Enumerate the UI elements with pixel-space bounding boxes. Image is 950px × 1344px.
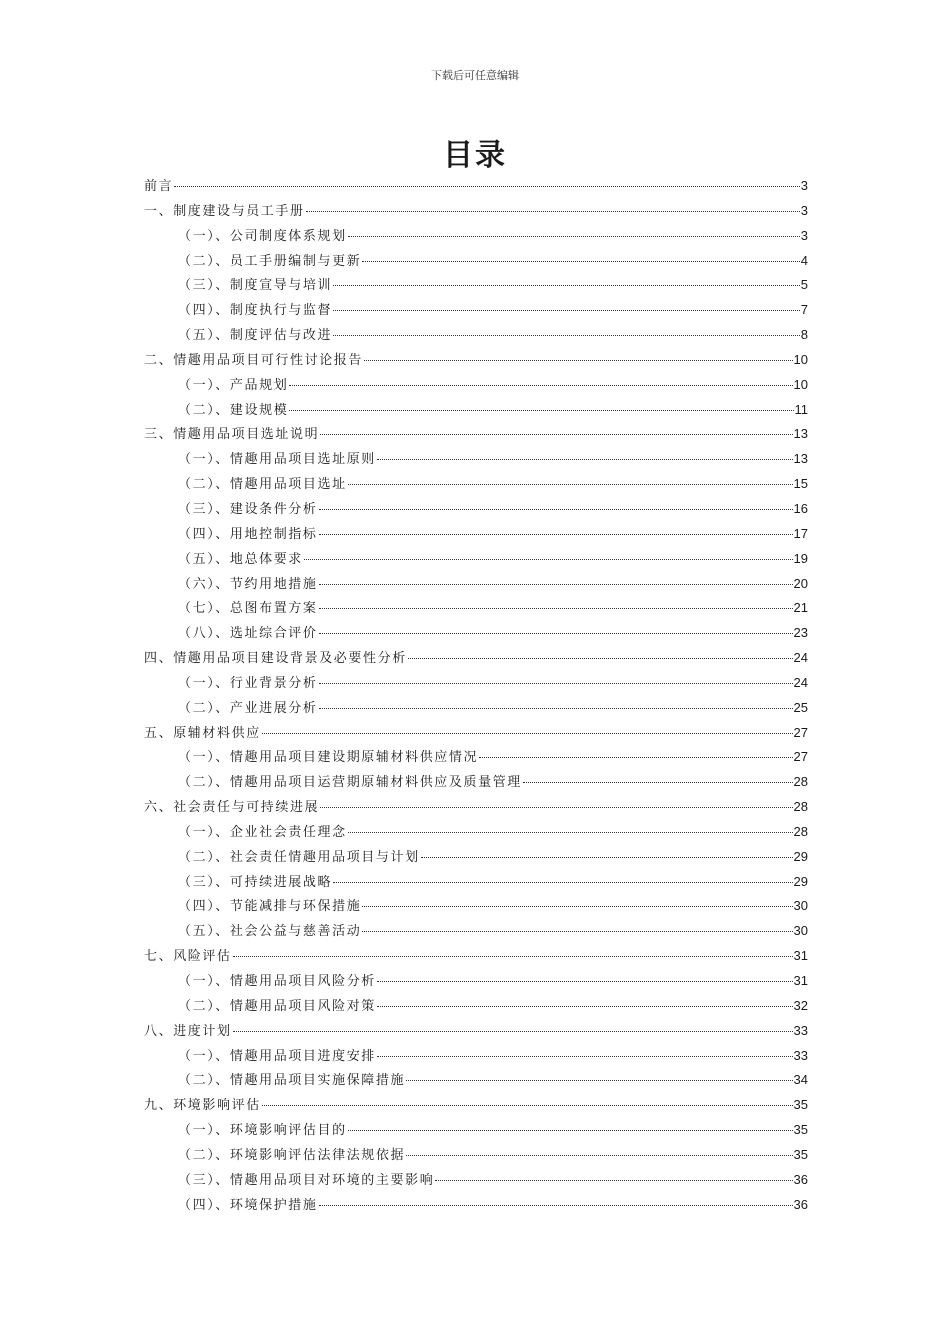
toc-subentry[interactable]	[144, 820, 808, 845]
toc-dot-leader	[319, 1205, 793, 1206]
toc-entry-label: （二）、情趣用品项目运营期原辅材料供应及质量管理	[178, 775, 522, 791]
toc-page-number: 25	[793, 699, 808, 715]
toc-page-number: 16	[793, 500, 808, 516]
toc-page-number: 19	[793, 550, 808, 566]
toc-entry-label: （三）、制度宣导与培训	[178, 278, 333, 294]
toc-entry-label: （一）、环境影响评估目的	[178, 1123, 347, 1139]
toc-page-number: 27	[793, 749, 808, 765]
toc-entry-label: （四）、环境保护措施	[178, 1197, 318, 1213]
toc-page-number: 31	[793, 973, 808, 988]
toc-entry[interactable]	[144, 174, 808, 199]
toc-page-number: 31	[793, 948, 808, 964]
toc-entry-label: 六、社会责任与可持续进展	[144, 800, 320, 816]
toc-entry-label: （四）、制度执行与监督	[178, 303, 333, 319]
toc-entry[interactable]	[144, 944, 808, 969]
toc-subentry[interactable]	[144, 1168, 808, 1193]
toc-subentry[interactable]	[144, 671, 808, 696]
toc-subentry[interactable]	[144, 547, 808, 572]
toc-entry[interactable]	[144, 348, 808, 373]
toc-entry-label: （二）、情趣用品项目实施保障措施	[178, 1073, 406, 1089]
toc-dot-leader	[523, 782, 793, 783]
toc-subentry[interactable]	[144, 373, 808, 398]
toc-dot-leader	[306, 211, 800, 212]
toc-entry-label: （五）、社会公益与慈善活动	[178, 924, 362, 940]
toc-dot-leader	[348, 484, 793, 485]
toc-subentry[interactable]	[144, 696, 808, 721]
toc-subentry[interactable]	[144, 298, 808, 323]
toc-dot-leader	[333, 285, 800, 286]
toc-subentry[interactable]	[144, 919, 808, 944]
page-header: 下载后可任意编辑	[431, 69, 519, 82]
toc-dot-leader	[348, 236, 800, 237]
toc-page-number: 23	[793, 625, 808, 641]
toc-subentry[interactable]	[144, 472, 808, 497]
table-of-contents	[144, 174, 808, 1217]
toc-entry-label: （五）、地总体要求	[178, 551, 303, 567]
toc-entry-label: （八）、选址综合评价	[178, 626, 318, 642]
toc-entry-label: 七、风险评估	[144, 949, 232, 965]
toc-entry-label: （二）、环境影响评估法律法规依据	[178, 1147, 406, 1163]
toc-entry-label: 前言	[144, 179, 174, 194]
toc-dot-leader	[406, 1080, 792, 1081]
toc-page-number: 10	[793, 376, 808, 392]
toc-entry-label: （二）、社会责任情趣用品项目与计划	[178, 849, 420, 865]
toc-page-number: 15	[793, 476, 808, 492]
toc-page-number: 3	[800, 202, 808, 218]
toc-page-number: 29	[793, 873, 808, 889]
toc-page-number: 28	[793, 774, 808, 790]
toc-page-number: 13	[793, 426, 808, 442]
toc-page-number: 30	[793, 898, 808, 914]
toc-entry[interactable]	[144, 795, 808, 820]
toc-dot-leader	[348, 832, 793, 833]
toc-page-number: 29	[793, 848, 808, 864]
toc-subentry[interactable]	[144, 1118, 808, 1143]
toc-page-number: 27	[793, 724, 808, 740]
toc-subentry[interactable]	[144, 1193, 808, 1218]
toc-entry-label: （一）、情趣用品项目建设期原辅材料供应情况	[178, 750, 479, 766]
toc-subentry[interactable]	[144, 596, 808, 621]
toc-subentry[interactable]	[144, 273, 808, 298]
toc-entry[interactable]	[144, 422, 808, 447]
toc-dot-leader	[319, 633, 793, 634]
toc-subentry[interactable]	[144, 894, 808, 919]
toc-page-number: 24	[793, 674, 808, 690]
toc-entry[interactable]	[144, 1093, 808, 1118]
toc-entry-label: （三）、可持续进展战略	[178, 874, 333, 890]
toc-dot-leader	[377, 459, 793, 460]
toc-dot-leader	[320, 807, 792, 808]
toc-subentry[interactable]	[144, 621, 808, 646]
toc-entry-label: 五、原辅材料供应	[144, 725, 261, 741]
toc-page-number: 13	[793, 451, 808, 467]
toc-page-number: 28	[793, 799, 808, 815]
toc-entry-label: 九、环境影响评估	[144, 1098, 261, 1114]
toc-subentry[interactable]	[144, 1068, 808, 1093]
toc-subentry[interactable]	[144, 845, 808, 870]
toc-dot-leader	[262, 733, 793, 734]
toc-page-number: 33	[793, 1022, 808, 1038]
toc-dot-leader	[319, 534, 793, 535]
toc-dot-leader	[333, 882, 792, 883]
toc-entry-label: （四）、用地控制指标	[178, 526, 318, 542]
toc-page-number: 24	[793, 650, 808, 666]
toc-subentry[interactable]	[144, 323, 808, 348]
toc-page-number: 34	[793, 1072, 808, 1088]
toc-page-number: 35	[793, 1122, 808, 1138]
toc-dot-leader	[435, 1180, 792, 1181]
toc-entry-label: 四、情趣用品项目建设背景及必要性分析	[144, 651, 407, 667]
toc-dot-leader	[362, 906, 792, 907]
toc-dot-leader	[362, 931, 792, 932]
toc-entry[interactable]	[144, 721, 808, 746]
toc-page-number: 5	[800, 277, 808, 293]
toc-entry-label: 一、制度建设与员工手册	[144, 203, 305, 219]
toc-entry-label: （一）、情趣用品项目风险分析	[178, 974, 376, 989]
toc-page-number: 20	[793, 575, 808, 591]
toc-subentry[interactable]	[144, 1143, 808, 1168]
toc-dot-leader	[233, 956, 793, 957]
toc-entry-label: （三）、情趣用品项目对环境的主要影响	[178, 1172, 435, 1188]
toc-entry-label: （四）、节能减排与环保措施	[178, 899, 362, 915]
toc-entry-label: （一）、企业社会责任理念	[178, 824, 347, 840]
toc-dot-leader	[348, 1130, 793, 1131]
toc-entry-label: （五）、制度评估与改进	[178, 328, 333, 344]
toc-page-number: 3	[800, 178, 808, 193]
toc-dot-leader	[319, 509, 793, 510]
toc-entry[interactable]	[144, 199, 808, 224]
toc-page-number: 35	[793, 1097, 808, 1113]
toc-subentry[interactable]	[144, 398, 808, 423]
toc-dot-leader	[408, 658, 793, 659]
toc-dot-leader	[174, 186, 800, 187]
toc-entry-label: （一）、公司制度体系规划	[178, 228, 347, 244]
toc-page-number: 8	[800, 327, 808, 343]
toc-entry-label: （一）、产品规划	[178, 377, 289, 393]
toc-subentry[interactable]	[144, 770, 808, 795]
toc-dot-leader	[304, 559, 793, 560]
toc-dot-leader	[377, 1006, 793, 1007]
toc-subentry[interactable]	[144, 1044, 808, 1069]
toc-page-number: 36	[793, 1196, 808, 1212]
toc-entry-label: （二）、情趣用品项目选址	[178, 477, 347, 493]
toc-dot-leader	[333, 335, 800, 336]
toc-dot-leader	[333, 310, 800, 311]
toc-page-number: 36	[793, 1171, 808, 1187]
toc-entry-label: （一）、情趣用品项目进度安排	[178, 1048, 376, 1064]
toc-dot-leader	[319, 608, 793, 609]
toc-page-number: 10	[793, 351, 808, 367]
toc-entry[interactable]	[144, 646, 808, 671]
toc-dot-leader	[289, 410, 793, 411]
toc-page-number: 4	[800, 252, 808, 268]
toc-dot-leader	[233, 1031, 793, 1032]
toc-dot-leader	[364, 360, 793, 361]
toc-page-number: 21	[793, 600, 808, 616]
toc-entry-label: （二）、情趣用品项目风险对策	[178, 998, 376, 1014]
toc-title: 目录	[443, 138, 507, 173]
toc-subentry[interactable]	[144, 870, 808, 895]
toc-entry-label: （七）、总图布置方案	[178, 601, 318, 617]
toc-subentry[interactable]	[144, 522, 808, 547]
toc-subentry[interactable]	[144, 969, 808, 994]
toc-entry-label: （二）、建设规模	[178, 402, 289, 418]
toc-dot-leader	[319, 683, 793, 684]
toc-page-number: 35	[793, 1146, 808, 1162]
toc-dot-leader	[421, 857, 793, 858]
toc-page-number: 28	[793, 823, 808, 839]
toc-subentry[interactable]	[144, 224, 808, 249]
toc-page-number: 33	[793, 1047, 808, 1063]
toc-dot-leader	[319, 708, 793, 709]
toc-entry-label: 三、情趣用品项目选址说明	[144, 427, 320, 443]
toc-dot-leader	[320, 434, 792, 435]
toc-page-number: 3	[800, 227, 808, 243]
toc-dot-leader	[289, 385, 792, 386]
toc-entry-label: （二）、员工手册编制与更新	[178, 253, 362, 269]
toc-entry-label: （二）、产业进展分析	[178, 700, 318, 716]
toc-entry-label: （三）、建设条件分析	[178, 501, 318, 517]
toc-dot-leader	[377, 981, 793, 982]
toc-subentry[interactable]	[144, 497, 808, 522]
toc-subentry[interactable]	[144, 572, 808, 597]
toc-page-number: 30	[793, 923, 808, 939]
toc-subentry[interactable]	[144, 745, 808, 770]
toc-dot-leader	[377, 1056, 793, 1057]
toc-dot-leader	[262, 1105, 793, 1106]
toc-entry-label: （一）、情趣用品项目选址原则	[178, 452, 376, 468]
toc-entry-label: 八、进度计划	[144, 1023, 232, 1039]
toc-dot-leader	[406, 1155, 792, 1156]
toc-entry-label: 二、情趣用品项目可行性讨论报告	[144, 352, 364, 368]
toc-subentry[interactable]	[144, 249, 808, 274]
toc-page-number: 32	[793, 997, 808, 1013]
toc-page-number: 17	[793, 525, 808, 541]
toc-subentry[interactable]	[144, 447, 808, 472]
toc-dot-leader	[479, 757, 792, 758]
toc-page-number: 7	[800, 302, 808, 318]
toc-dot-leader	[362, 261, 799, 262]
toc-page-number: 11	[794, 401, 808, 417]
toc-entry-label: （一）、行业背景分析	[178, 675, 318, 691]
toc-dot-leader	[319, 584, 793, 585]
toc-entry-label: （六）、节约用地措施	[178, 576, 318, 592]
toc-entry[interactable]	[144, 1019, 808, 1044]
toc-subentry[interactable]	[144, 994, 808, 1019]
